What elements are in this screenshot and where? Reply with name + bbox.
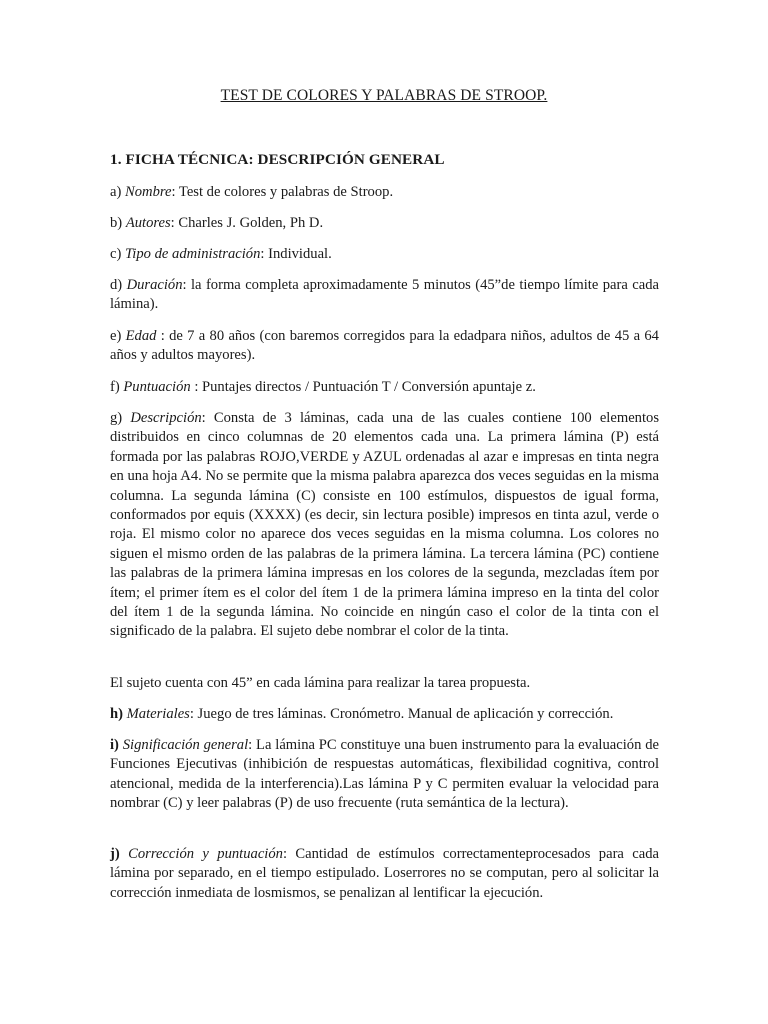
item-i-prefix: i) bbox=[110, 737, 123, 753]
item-a-prefix: a) bbox=[110, 184, 125, 200]
item-c-prefix: c) bbox=[110, 246, 125, 262]
item-g-text: : Consta de 3 láminas, cada una de las cuales contiene 100 elementos distribuidos en cinco columnas de 20 elementos cada una. La primera lámina (P) está formada por las palabras ROJO,VERDE y AZUL ordenadas al azar e impresas en tinta negra en una hoja A4. No se permite que la misma palabra aparezca dos veces seguidas en la misma columna. La segunda lámina (C) consiste en 100 estímulos, dispuestos de igual forma, conformados por equis (XXXX) (es decir, sin lectura posible) impresos en tinta azul, verde o roja. El mismo color no aparece dos veces seguidas en la misma columna. Los colores no siguen el mismo orden de las palabras de la primera lámina. La tercera lámina (PC) contiene las palabras de la primera lámina impresas en los colores de la segunda, mezcladas ítem por ítem; el primer ítem es el color del ítem 1 de la primera lámina impreso en la tinta del color del ítem 1 de la segunda lámina. No coincide en ningún caso el color de la tinta con el significado de la palabra. El sujeto debe nombrar el color de la tinta. bbox=[110, 410, 659, 640]
item-e-text: : de 7 a 80 años (con baremos corregidos para la edadpara niños, adultos de 45 a 64 años y adultos mayores). bbox=[110, 328, 659, 364]
item-j bbox=[110, 845, 659, 903]
item-i-text: : La lámina PC constituye una buen instrumento para la evaluación de Funciones Ejecutivas (inhibición de respuestas automáticas, flexibilidad cognitiva, control atencional, medida de la interferencia).Las lámina P y C permiten evaluar la velocidad para nombrar (C) y leer palabras (P) de uso frecuente (ruta semántica de la lectura). bbox=[110, 737, 659, 812]
document-title: TEST DE COLORES Y PALABRAS DE STROOP. bbox=[220, 87, 548, 104]
item-e-prefix: e) bbox=[110, 328, 126, 344]
item-g-extra: El sujeto cuenta con 45” en cada lámina para realizar la tarea propuesta. bbox=[110, 675, 531, 691]
item-f bbox=[110, 378, 659, 397]
item-a-label: Nombre bbox=[125, 184, 172, 200]
item-d-text: : la forma completa aproximadamente 5 minutos (45”de tiempo límite para cada lámina). bbox=[110, 277, 659, 313]
item-i bbox=[110, 736, 659, 814]
item-d-label: Duración bbox=[126, 277, 183, 293]
item-c bbox=[110, 245, 659, 264]
item-a-text: : Test de colores y palabras de Stroop. bbox=[171, 184, 394, 200]
item-b bbox=[110, 214, 659, 233]
item-g-prefix: g) bbox=[110, 410, 131, 426]
item-b-prefix: b) bbox=[110, 215, 126, 231]
item-d-prefix: d) bbox=[110, 277, 127, 293]
item-e bbox=[110, 327, 659, 366]
item-c-text: : Individual. bbox=[260, 246, 332, 262]
item-f-prefix: f) bbox=[110, 379, 124, 395]
item-j-label: Corrección y puntuación bbox=[128, 846, 283, 862]
item-h-label: Materiales bbox=[126, 706, 190, 722]
item-f-label: Puntuación bbox=[123, 379, 195, 395]
item-h bbox=[110, 705, 659, 724]
item-j-prefix: j) bbox=[110, 846, 129, 862]
item-d bbox=[110, 276, 659, 315]
item-b-text: : Charles J. Golden, Ph D. bbox=[170, 215, 324, 231]
item-b-label: Autores bbox=[125, 215, 171, 231]
item-j-text: : Cantidad de estímulos correctamenteprocesados para cada lámina por separado, en el tiempo estipulado. Loserrores no se computan, pero al solicitar la corrección inmediata de losmismos, se penalizan al lentificar la ejecución. bbox=[110, 846, 660, 901]
item-h-prefix: h) bbox=[110, 706, 127, 722]
item-g bbox=[110, 409, 659, 642]
item-e-label: Edad bbox=[125, 328, 161, 344]
item-f-text: : Puntajes directos / Puntuación T / Conversión apuntaje z. bbox=[194, 379, 536, 395]
item-i-label: Significación general bbox=[122, 737, 249, 753]
section-heading: 1. FICHA TÉCNICA: DESCRIPCIÓN GENERAL bbox=[110, 151, 445, 168]
item-h-text: : Juego de tres láminas. Cronómetro. Manual de aplicación y corrección. bbox=[189, 706, 614, 722]
item-a bbox=[110, 183, 659, 202]
item-g-label: Descripción bbox=[130, 410, 202, 426]
item-c-label: Tipo de administración bbox=[125, 246, 261, 262]
